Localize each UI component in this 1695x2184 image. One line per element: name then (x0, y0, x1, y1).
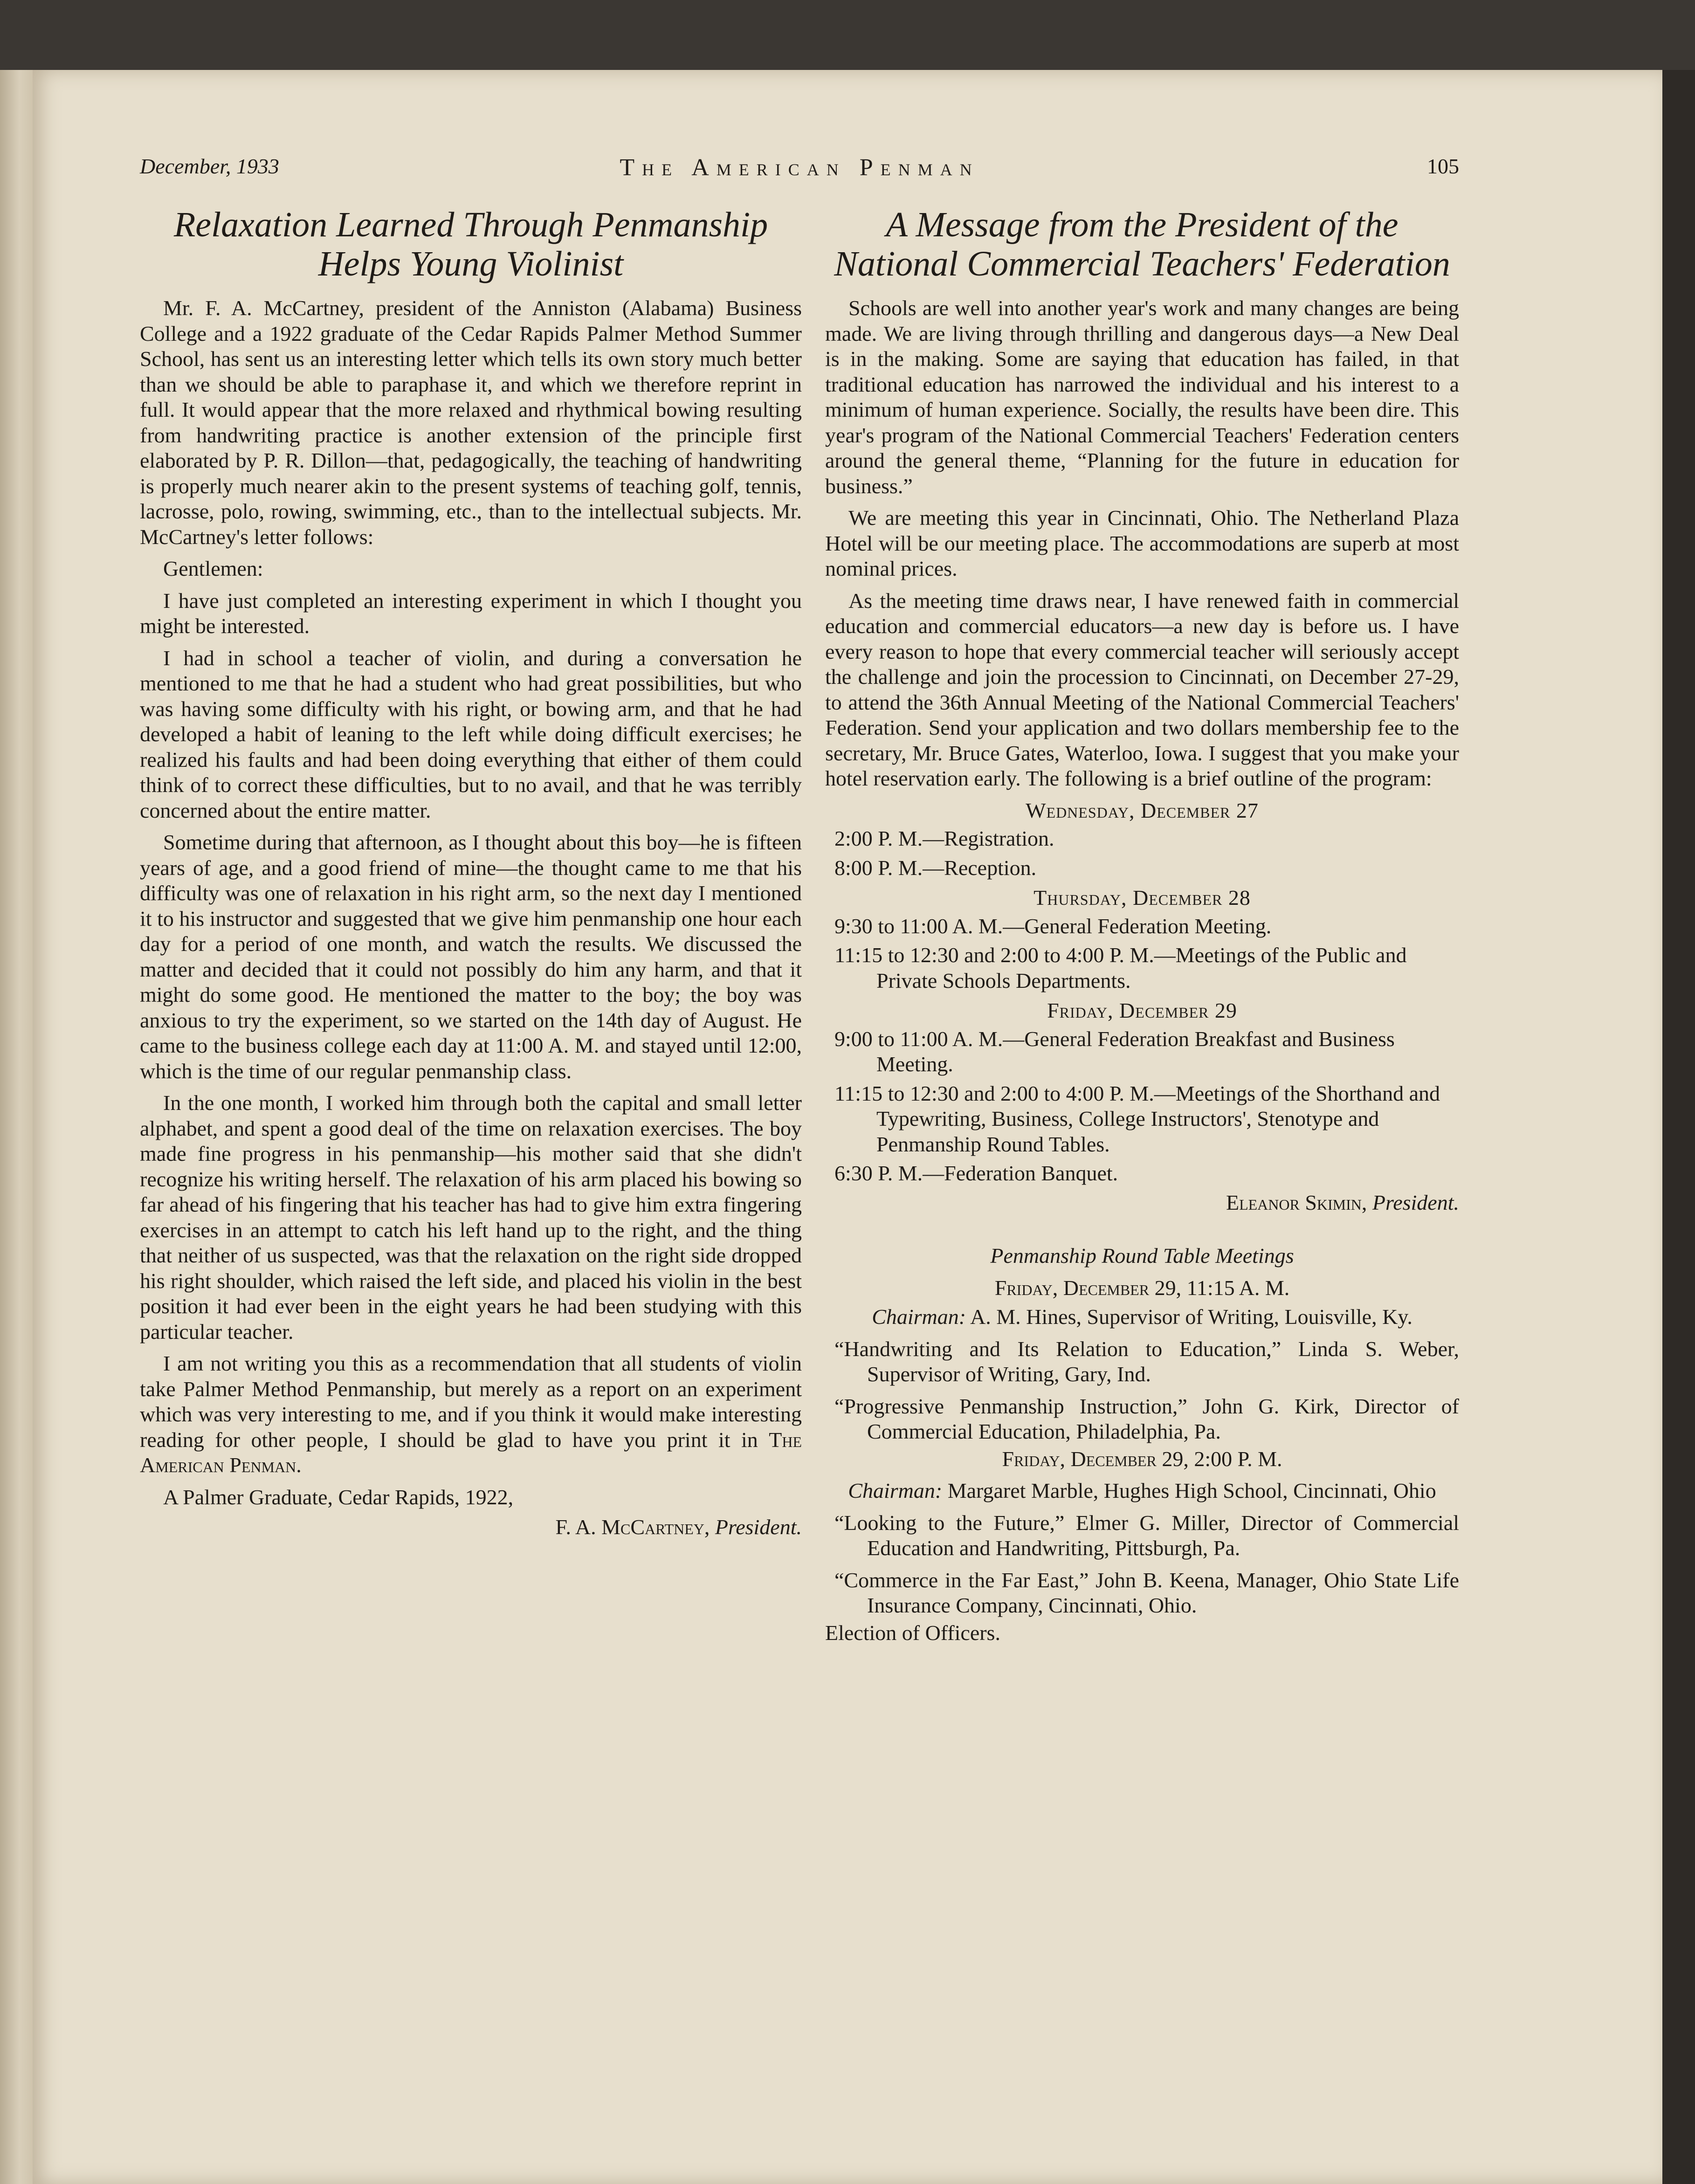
message-paragraph-2: We are meeting this year in Cincinnati, Ohio. The Netherland Plaza Hotel will be our meeting place. The accommodations are superb at most nominal prices. (825, 506, 1459, 580)
day-heading: Wednesday, December 27 (1026, 798, 1259, 822)
right-column (825, 205, 1459, 1646)
running-head (140, 154, 1459, 191)
round-table-title: Penmanship Round Table Meetings (990, 1244, 1294, 1268)
message-paragraph-1: Schools are well into another year's work and many changes are being made. We are living through thrilling and dangerous days—a New Deal is in the making. Some are saying that education has failed, in that traditional education has narrowed the individual and his interest to a minimum of human experience. Socially, the results have been dire. This year's program of the National Commercial Teachers' Federation centers around the general theme, “Planning for the future in education for business.” (825, 296, 1459, 498)
letter-paragraph-5-text: I am not writing you this as a recommendation that all students of violin take Palmer Method Penmanship, but merely as a report on an experiment which was very interesting to me, and if you think it would make interesting reading for other people, I should be glad to have you print it in (140, 1351, 802, 1452)
letter-signature (140, 1515, 802, 1540)
session-2-chairman (825, 1478, 1459, 1504)
session-1-chairman (825, 1304, 1459, 1330)
session-1-time: Friday, December 29, 11:15 A. M. (994, 1275, 1290, 1300)
letter-paragraph-1: I have just completed an interesting experiment in which I thought you might be interested. (140, 588, 802, 638)
schedule-item: 2:00 P. M.—Registration. (834, 827, 1054, 850)
left-column (140, 205, 802, 1540)
signature-title: President. (715, 1515, 802, 1539)
day-heading: Thursday, December 28 (1034, 886, 1251, 909)
letter-paragraph-4: In the one month, I worked him through both the capital and small letter alphabet, and spent a good deal of the time on relaxation exercises. The boy made fine progress in his penmanship—his mother said that she didn't recognize his writing herself. The relaxation of his arm placed his bowing so far ahead of his fingering that his teacher has had to give him extra fingering exercises in an attempt to catch his left hand up to the right, and the thing that neither of us suspected, was that the relaxation on the right side dropped his right shoulder, which raised the left side, and placed his violin in the best position it had ever been in the eight years he had been studying with this particular teacher. (140, 1091, 802, 1343)
round-table-section (825, 1243, 1459, 1646)
letter-paragraph-3: Sometime during that afternoon, as I thought about this boy—he is fifteen years of age, and a good friend of mine—the thought came to me that his difficulty was one of relaxation in his right arm, so the next day I mentioned it to his instructor and suggested that we give him penmanship one hour each day for a period of one month, and watch the results. We discussed the matter and decided that it could not possibly do him any harm, and that it might do some good. He mentioned the matter to the boy; the boy was anxious to try the experiment, so we started on the 14th day of August. He came to the business college each day at 11:00 A. M. and stayed until 12:00, which is the time of our regular penmanship class. (140, 830, 802, 1083)
election-of-officers: Election of Officers. (825, 1620, 1000, 1645)
schedule-item: 8:00 P. M.—Reception. (834, 855, 1037, 880)
talk-item: “Progressive Penmanship Instruction,” John G. Kirk, Director of Commercial Education, Philadelphia, Pa. (834, 1394, 1459, 1443)
letter-paragraph-2: I had in school a teacher of violin, and during a conversation he mentioned to me that he had a student who had great possibilities, but who was having some difficulty with his right, or bowing arm, and that he had developed a habit of leaning to the left while doing difficult exercises; he realized his faults and had been doing everything that either of them could think of to correct these difficulties, but to no avail, and that he was terribly concerned about the entire matter. (140, 646, 802, 822)
page-number: 105 (1427, 154, 1459, 178)
chairman-name: Margaret Marble, Hughes High School, Cincinnati, Ohio (947, 1479, 1436, 1502)
issue-date: December, 1933 (140, 154, 279, 178)
letter-closing: A Palmer Graduate, Cedar Rapids, 1922, (163, 1485, 514, 1509)
letter-paragraph-5-end: . (296, 1453, 302, 1477)
left-article-intro: Mr. F. A. McCartney, president of the Anniston (Alabama) Business College and a 1922 graduate of the Cedar Rapids Palmer Method Summer School, has sent us an interesting letter which tells its own story much better than we should be able to paraphase it, and which we therefore reprint in full. It would appear that the more relaxed and rhythmical bowing resulting from handwriting practice is another extension of the principle first elaborated by P. R. Dillon—that, pedagogically, the teaching of handwriting is properly much nearer akin to the present systems of teaching golf, tennis, lacrosse, polo, rowing, swimming, etc., than to the intellectual subjects. Mr. McCartney's letter follows: (140, 296, 802, 549)
signature-name: F. A. McCartney, (555, 1515, 710, 1539)
message-paragraph-3: As the meeting time draws near, I have renewed faith in commercial education and commercial educators—a new day is before us. I have every reason to hope that every commercial teacher will seriously accept the challenge and join the procession to Cincinnati, on December 27-29, to attend the 36th Annual Meeting of the National Commercial Teachers' Federation. Send your application and two dollars membership fee to the secretary, Mr. Bruce Gates, Waterloo, Iowa. I suggest that you make your hotel reservation early. The following is a brief outline of the program: (825, 588, 1459, 790)
talk-item: “Commerce in the Far East,” John B. Keena, Manager, Ohio State Life Insurance Company, Cincinnati, Ohio. (834, 1568, 1459, 1617)
journal-name-inline: The American Penman (140, 1427, 802, 1477)
president-signature (825, 1190, 1459, 1216)
chairman-name: A. M. Hines, Supervisor of Writing, Louisville, Ky. (970, 1305, 1412, 1329)
day-heading: Friday, December 29 (1047, 999, 1237, 1022)
program-schedule (825, 798, 1459, 1186)
right-background (1662, 70, 1695, 2184)
chairman-label: Chairman: (848, 1479, 943, 1502)
journal-title: The American Penman (620, 154, 979, 181)
schedule-item: 6:30 P. M.—Federation Banquet. (834, 1161, 1118, 1185)
left-article-title: Relaxation Learned Through Penmanship Helps Young Violinist (173, 205, 768, 283)
left-page-edge (0, 70, 33, 2184)
signature-title: President. (1372, 1190, 1459, 1214)
schedule-item: 11:15 to 12:30 and 2:00 to 4:00 P. M.—Meetings of the Public and Private Schools Departments. (834, 943, 1407, 992)
schedule-item: 11:15 to 12:30 and 2:00 to 4:00 P. M.—Meetings of the Shorthand and Typewriting, Business, College Instructors', Stenotype and Penmanship Round Tables. (834, 1081, 1440, 1156)
signature-name: Eleanor Skimin, (1226, 1190, 1367, 1214)
talk-item: “Looking to the Future,” Elmer G. Miller, Director of Commercial Education and Handwriting, Pittsburgh, Pa. (834, 1510, 1459, 1560)
chairman-label: Chairman: (872, 1305, 966, 1329)
talk-item: “Handwriting and Its Relation to Education,” Linda S. Weber, Supervisor of Writing, Gary, Ind. (834, 1337, 1459, 1386)
schedule-item: 9:30 to 11:00 A. M.—General Federation Meeting. (834, 914, 1272, 938)
letter-salutation: Gentlemen: (163, 557, 263, 580)
letter-paragraph-5 (140, 1351, 802, 1478)
session-2-time: Friday, December 29, 2:00 P. M. (1002, 1447, 1282, 1471)
right-article-title: A Message from the President of the National Commercial Teachers' Federation (834, 205, 1450, 283)
schedule-item: 9:00 to 11:00 A. M.—General Federation Breakfast and Business Meeting. (834, 1027, 1395, 1076)
